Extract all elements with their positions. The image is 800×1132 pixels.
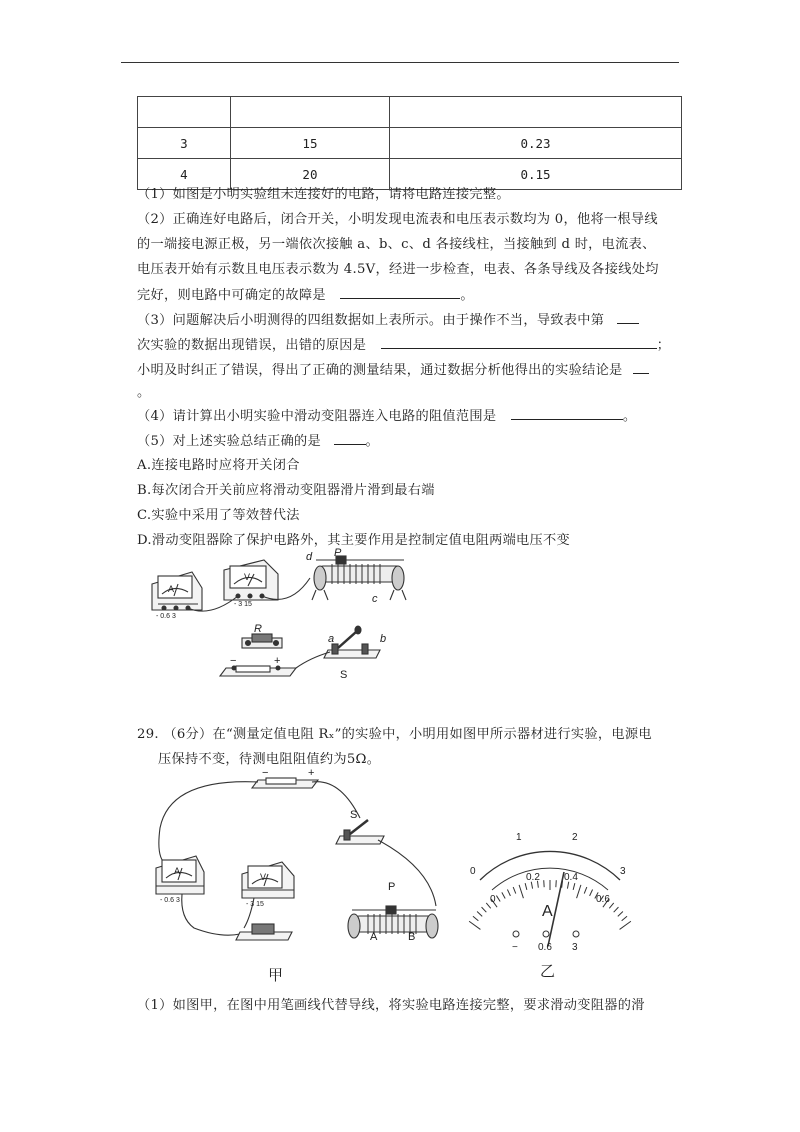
answer-blank[interactable] [511,407,623,420]
label-d: d [306,551,313,563]
option-c: C.实验中采用了等效替代法 [137,508,300,523]
label-minus: − [230,655,237,667]
voltmeter-icon [224,560,278,600]
label-b: B [408,931,416,943]
q28-part3-line4: 。 [137,385,151,400]
dial-tick [473,916,478,920]
dial-bottom-label: 0 [490,894,496,905]
voltmeter-terminals: - 3 15 [234,601,252,608]
dial-bottom-label: 0.4 [564,872,578,883]
answer-blank[interactable] [340,286,460,299]
ammeter-terminals: - 0.6 3 [156,613,176,620]
voltmeter-letter: V [260,872,267,882]
terminal-label: 0.6 [538,942,552,953]
answer-blank[interactable] [633,361,649,374]
table-row [138,97,682,128]
dial-top-label: 2 [572,832,578,843]
q28-part2-line1: （2）正确连好电路后，闭合开关，小明发现电流表和电压表示数均为 0，他将一根导线 [137,212,658,227]
dial-tick [502,892,505,898]
table-cell [390,97,682,128]
header-rule [121,62,679,63]
label-plus: + [308,768,315,779]
q28-part4-text: （4）请计算出小明实验中滑动变阻器连入电路的阻值范围是 [137,409,497,424]
dial-tick [519,885,523,898]
terminal-label: − [512,942,518,953]
ammeter-terminals: - 0.6 3 [160,897,180,904]
table-row [138,128,682,159]
q29-part1: （1）如图甲，在图中用笔画线代替导线，将实验电路连接完整，要求滑动变阻器的滑 [137,998,645,1013]
terminal-icon [513,931,519,937]
q29-circuit-figure-jia [140,768,450,988]
q28-part3-line1 [137,311,639,330]
q28-part5 [137,432,379,451]
q28-part4-end: 。 [622,409,637,424]
label-minus: − [262,768,269,779]
dial-top-label: 0 [470,866,476,877]
table-cell: 20 [230,159,389,190]
dial-unit: A [542,903,553,920]
table-cell: 15 [230,128,389,159]
label-s: S [340,669,348,681]
dial-tick [584,887,587,894]
resistor-icon [242,634,282,648]
label-b: b [380,633,387,645]
table-cell [138,97,231,128]
q28-part3-line2 [137,336,670,355]
option-a: A.连接电路时应将开关闭合 [137,458,300,473]
q28-part2-line3: 电压表开始有示数且电压表示数为 4.5V，经进一步检查，电表、各条导线及各接线处均 [137,262,659,277]
dial-top-label: 3 [620,866,626,877]
q28-part3-line3 [137,361,649,380]
q29-line2: 压保持不变，待测电阻阻值约为5Ω。 [158,752,381,767]
ammeter-letter: A [168,584,175,594]
table-cell: 0.23 [390,128,682,159]
answer-blank[interactable] [381,336,657,349]
battery-icon [220,666,296,676]
dial-tick [573,883,575,890]
q28-part2-line2: 的一端接电源正极，另一端依次接触 a、b、c、d 各接线柱，当接触到 d 时，电流表、 [137,237,656,252]
dial-tick [496,896,500,902]
ammeter-letter: A [174,866,181,876]
ammeter-icon [152,572,202,610]
switch-icon [336,820,384,844]
option-b: B.每次闭合开关前应将滑动变阻器滑片滑到最右端 [137,483,435,498]
q28-part2-line4 [137,286,474,305]
option-d: D.滑动变阻器除了保护电路外，其主要作用是控制定值电阻两端电压不变 [137,533,571,548]
table-cell [230,97,389,128]
dial-tick [590,890,593,896]
battery-icon [252,778,318,788]
dial-tick [622,916,627,920]
dial-bottom-label: 0.6 [596,894,610,905]
q29-ammeter-dial-yi [460,822,640,982]
q28-part5-text: （5）对上述实验总结正确的是 [137,434,322,449]
rheostat-icon [348,906,438,938]
dial-tick [620,921,631,929]
data-table [137,96,682,190]
q28-part2-line4-text: 完好，则电路中可确定的故障是 [137,288,326,303]
dial-tick [614,907,619,912]
dial-top-label: 1 [516,832,522,843]
q28-part3-line2-text: 次实验的数据出现错误，出错的原因是 [137,338,367,353]
q29-line1: 29. （6分）在“测量定值电阻 Rₓ”的实验中，小明用如图甲所示器材进行实验，电源电 [137,727,652,742]
dial-tick [577,885,581,898]
terminal-icon [543,931,549,937]
q28-part3-line2-end: ； [656,338,671,353]
label-a: a [328,633,335,645]
label-p: P [388,881,396,893]
figure-caption-jia: 甲 [268,967,284,984]
q28-circuit-figure [140,548,420,693]
dial-tick [609,903,613,908]
terminal-label: 3 [572,942,578,953]
label-p: P [334,548,342,559]
voltmeter-terminals: - 3 15 [246,901,264,908]
answer-blank[interactable] [334,432,366,445]
dial-bottom-label: 0.2 [526,872,540,883]
q28-part3-line1-text: （3）问题解决后小明测得的四组数据如上表所示。由于操作不当，导致表中第 [137,313,605,328]
label-r: R [254,623,262,635]
dial-tick [507,890,510,896]
dial-tick [469,921,480,929]
dial-tick [525,883,527,890]
rheostat-icon [312,556,406,600]
q28-part2-end: 。 [460,288,474,303]
q28-part5-end: 。 [365,434,380,449]
voltmeter-icon [242,862,294,898]
voltmeter-letter: V [244,572,251,582]
dial-tick [618,912,623,917]
dial-tick [513,887,516,894]
answer-blank[interactable] [617,311,639,324]
label-c: c [372,593,378,605]
q28-part3-line3-text: 小明及时纠正了错误，得出了正确的测量结果，通过数据分析他得出的实验结论是 [137,363,623,378]
q28-part4 [137,407,636,426]
dial-tick [477,912,482,917]
table-cell: 4 [138,159,231,190]
q28-part1: （1）如图是小明实验组未连接好的电路，请将电路连接完整。 [137,187,510,202]
table-cell: 3 [138,128,231,159]
table-cell: 0.15 [390,159,682,190]
dial-tick [482,907,487,912]
table-row [138,159,682,190]
terminal-icon [573,931,579,937]
figure-caption-yi: 乙 [540,963,556,980]
label-a: A [370,931,378,943]
label-plus: + [274,655,281,667]
label-s: S [350,809,358,821]
